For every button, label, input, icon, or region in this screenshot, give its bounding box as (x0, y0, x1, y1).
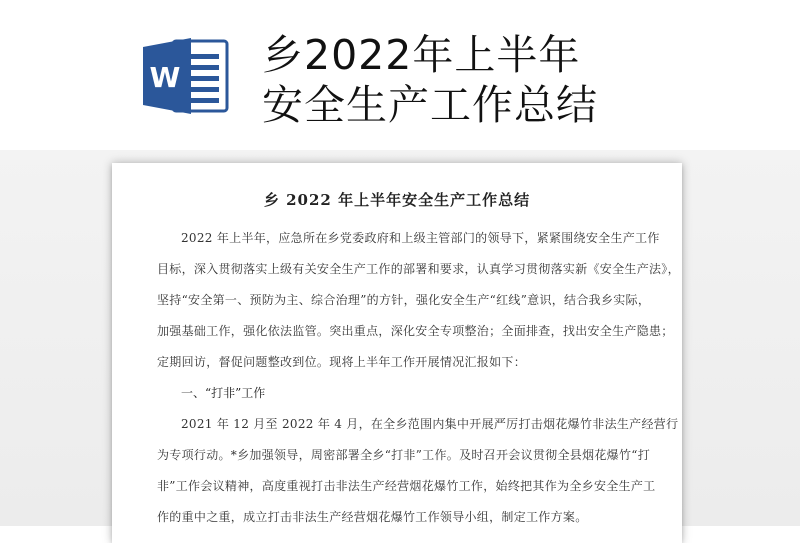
text-line: 为专项行动。*乡加强领导，周密部署全乡“打非”工作。及时召开会议贯彻全县烟花爆竹“打 (157, 448, 651, 462)
text-line: 作的重中之重，成立打击非法生产经营烟花爆竹工作领导小组，制定工作方案。 (157, 510, 588, 524)
paragraph-intro (157, 223, 680, 378)
word-logo-letter: W (149, 61, 181, 94)
cover-headline (262, 30, 598, 130)
cover-headline-line-2: 安全生产工作总结 (262, 81, 598, 129)
document-page (112, 163, 682, 543)
section-heading: 一、“打非”工作 (181, 386, 266, 400)
cover-headline-line-1: 乡2022年上半年 (262, 31, 581, 79)
text-line: 2021 年 12 月至 2022 年 4 月，在全乡范围内集中开展严厉打击烟花爆竹非法生产经营行 (181, 417, 679, 431)
text-line: 加强基础工作，强化依法监管。突出重点，深化安全专项整治；全面排查，找出安全生产隐患； (157, 324, 674, 338)
text-line: 目标，深入贯彻落实上级有关安全生产工作的部署和要求，认真学习贯彻落实新《安全生产法》， (157, 262, 680, 276)
text-line: 坚持“安全第一、预防为主、综合治理”的方针，强化安全生产“红线”意识，结合我乡实际， (157, 293, 651, 307)
text-line: 定期回访，督促问题整改到位。现将上半年工作开展情况汇报如下： (157, 355, 527, 369)
cover-banner (0, 0, 800, 150)
paragraph-section-1 (157, 409, 679, 533)
word-document-icon (143, 36, 229, 116)
document-title: 乡 2022 年上半年安全生产工作总结 (263, 191, 531, 209)
text-line: 2022 年上半年，应急所在乡党委政府和上级主管部门的领导下，紧紧围绕安全生产工作 (181, 231, 660, 245)
text-line: 非”工作会议精神，高度重视打击非法生产经营烟花爆竹工作，始终把其作为全乡安全生产工 (157, 479, 656, 493)
